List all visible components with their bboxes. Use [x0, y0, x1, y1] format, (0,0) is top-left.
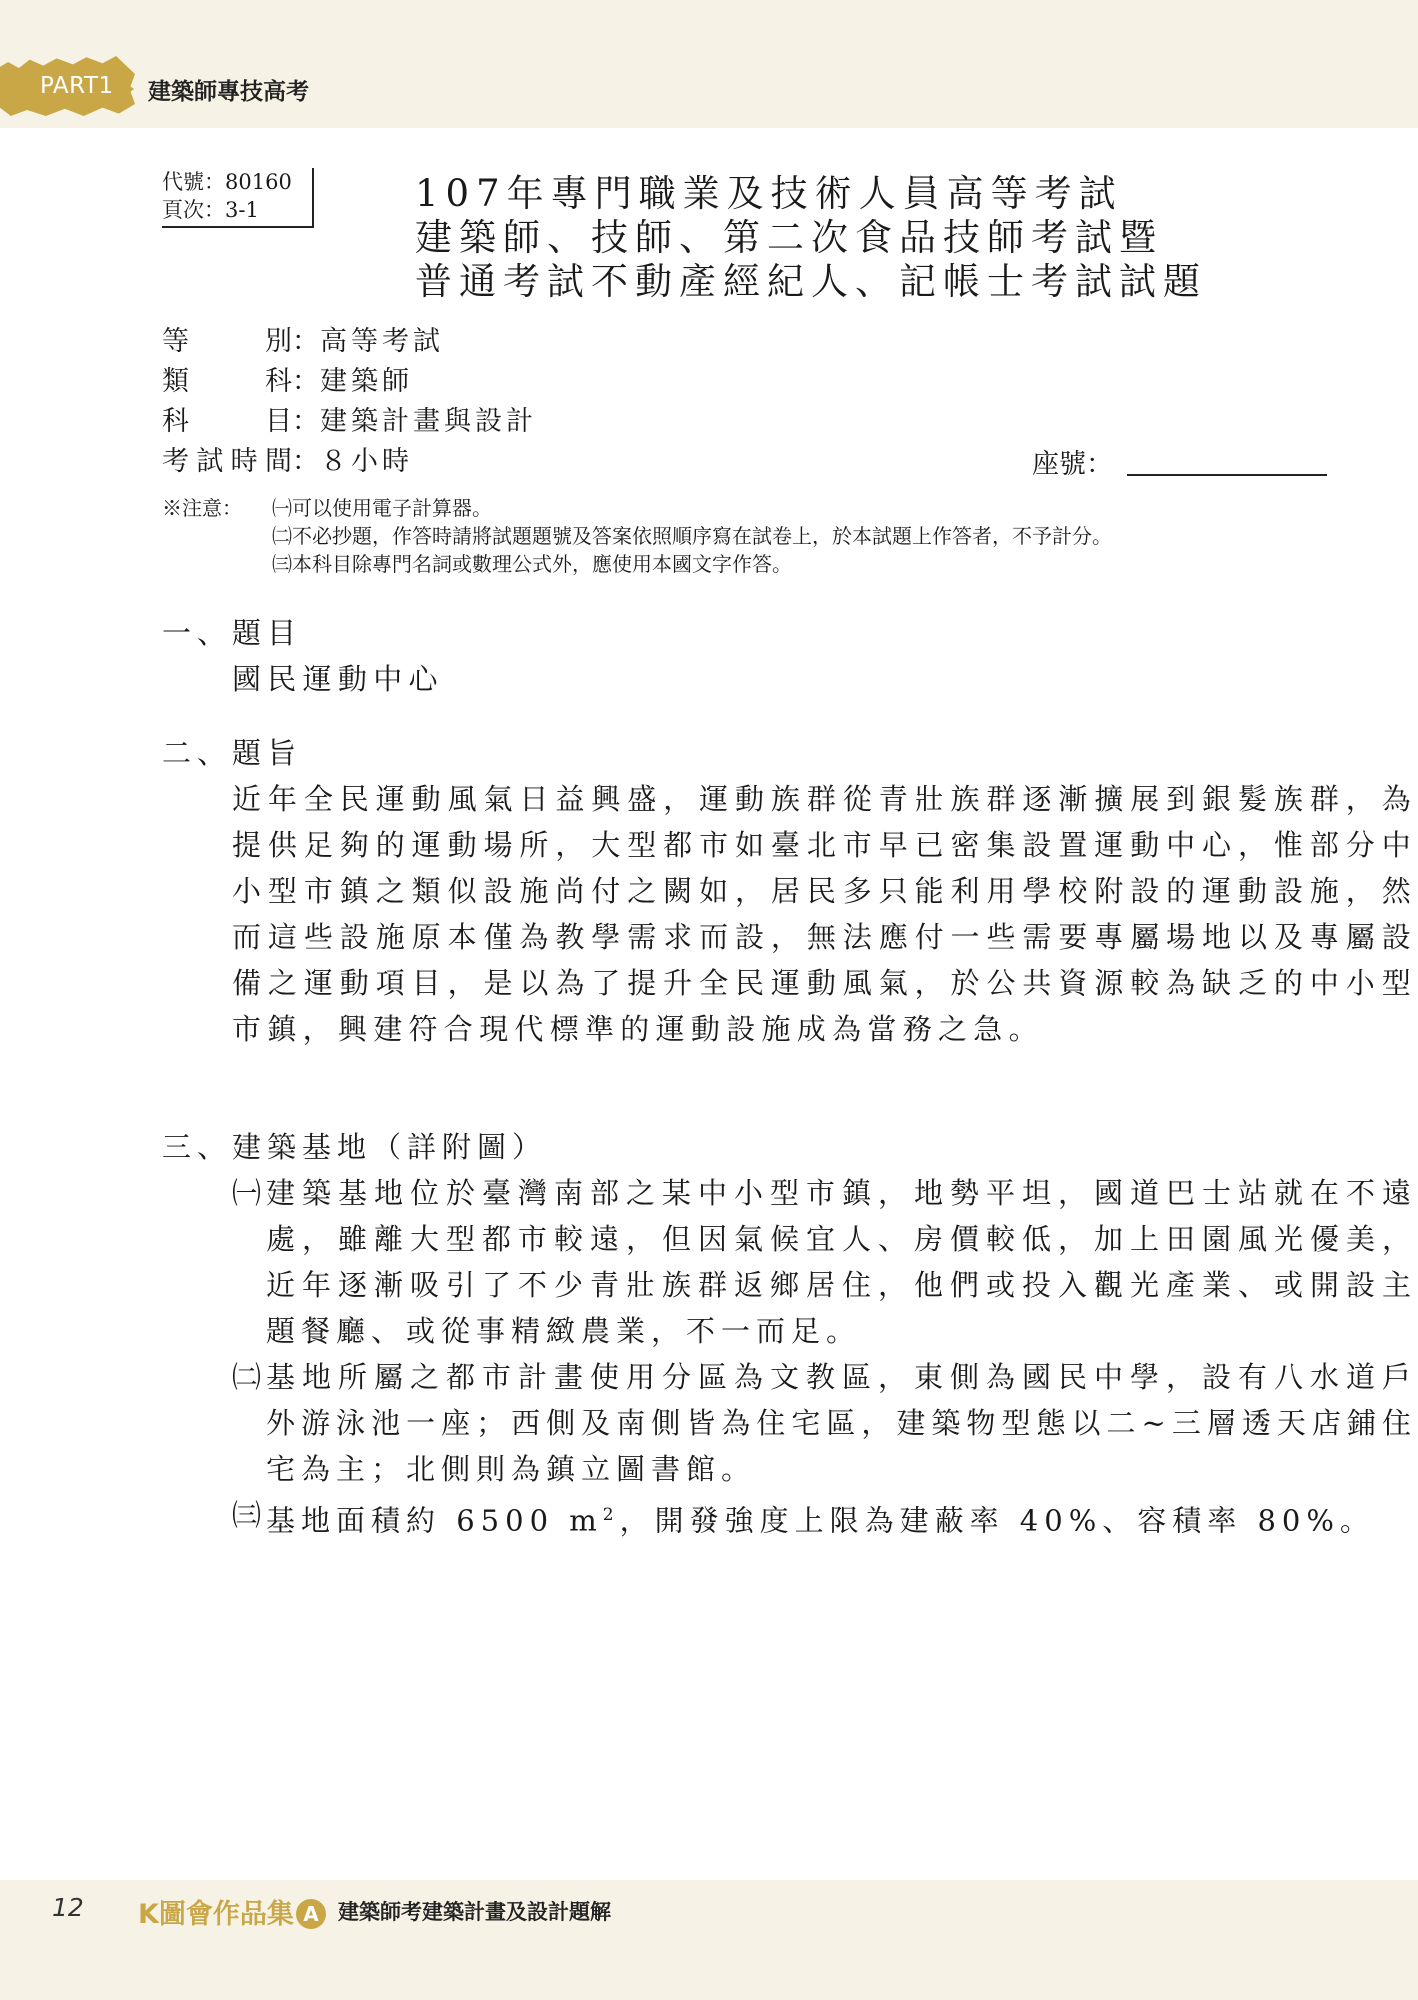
info-key: 類科: [162, 366, 292, 397]
info-row-grade: 等別：高等考試: [162, 322, 537, 362]
item-mark: ㈡: [232, 1360, 262, 1394]
notes: [162, 494, 1112, 578]
area-unit-superscript: 2: [602, 1505, 620, 1525]
footer-book-title: 建築師考建築計畫及設計題解: [338, 1900, 611, 1924]
brand-badge-icon: A: [296, 1899, 326, 1929]
site-item: [232, 1354, 1417, 1492]
site-item: [232, 1170, 1417, 1354]
item-text-part: ，開發強度上限為建蔽率 40%、容積率 80%。: [619, 1503, 1375, 1538]
exam-info: [162, 322, 537, 482]
section-purpose: [162, 730, 1417, 1052]
info-key: 考試時間: [162, 446, 292, 477]
info-value: ８小時: [320, 446, 413, 477]
info-value: 建築計畫與設計: [320, 406, 537, 437]
info-key: 等別: [162, 326, 292, 357]
section-body: 國民運動中心: [232, 662, 444, 696]
info-value: 建築師: [320, 366, 413, 397]
section-body: 近年全民運動風氣日益興盛，運動族群從青壯族群逐漸擴展到銀髮族群，為提供足夠的運動場所，大型都市如臺北市早已密集設置運動中心，惟部分中小型市鎮之類似設施尚付之闕如，居民多只能利用學校附設的運動設施，然而這些設施原本僅為教學需求而設，無法應付一些需要專屬場地以及專屬設備之運動項目，是以為了提升全民運動風氣，於公共資源較為缺乏的中小型市鎮，興建符合現代標準的運動設施成為當務之急。: [232, 782, 1417, 1046]
exam-code: 代號：80160: [162, 170, 292, 194]
section-site: [162, 1124, 1417, 1544]
note-item: ㈢本科目除專門名詞或數理公式外，應使用本國文字作答。: [272, 552, 792, 576]
note-item: ㈡不必抄題，作答時請將試題題號及答案依照順序寫在試卷上，於本試題上作答者，不予計分。: [272, 524, 1112, 548]
item-text: 基地所屬之都市計畫使用分區為文教區，東側為國民中學，設有八水道戶外游泳池一座；西側及南側皆為住宅區，建築物型態以二~三層透天店鋪住宅為主；北側則為鎮立圖書館。: [266, 1360, 1417, 1486]
info-key: 科目: [162, 406, 292, 437]
exam-page: 頁次：3-1: [162, 198, 259, 222]
section-heading: 一、題目: [162, 616, 303, 650]
note-head: ※注意：: [162, 496, 242, 520]
info-row-category: 類科：建築師: [162, 362, 537, 402]
exam-title-line: 普通考試不動產經紀人、記帳士考試試題: [415, 260, 1207, 303]
section-heading: 二、題旨: [162, 736, 303, 770]
info-row-duration: 考試時間：８小時: [162, 442, 537, 482]
item-text: [266, 1492, 1417, 1544]
section-heading: 三、建築基地（詳附圖）: [162, 1130, 548, 1164]
part-subtitle: 建築師專技高考: [148, 79, 309, 105]
note-row: [162, 550, 1112, 578]
exam-code-box: [162, 168, 314, 228]
item-text: 建築基地位於臺灣南部之某中小型市鎮，地勢平坦，國道巴士站就在不遠處，雖離大型都市較遠，但因氣候宜人、房價較低，加上田園風光優美，近年逐漸吸引了不少青壯族群返鄉居住，他們或投入觀光產業、或開設主題餐廳、或從事精緻農業，不一而足。: [266, 1176, 1417, 1348]
section-topic: [162, 610, 1418, 702]
page-number: 12: [52, 1893, 84, 1922]
info-value: 高等考試: [320, 326, 444, 357]
site-item: [232, 1492, 1417, 1544]
item-mark: ㈢: [232, 1498, 262, 1532]
exam-title-line: 建築師、技師、第二次食品技師考試暨: [415, 216, 1163, 259]
exam-title: [415, 172, 1207, 304]
item-mark: ㈠: [232, 1176, 262, 1210]
part-arrow-icon: [122, 80, 134, 98]
section-body: [232, 1170, 1417, 1544]
note-row: [162, 494, 1112, 522]
exam-title-line: 107年專門職業及技術人員高等考試: [415, 172, 1123, 215]
brand-name: K圖會作品集: [138, 1899, 294, 1930]
header-band: [0, 0, 1418, 128]
brand-logo: [138, 1892, 326, 1931]
seat-number-line: [1127, 474, 1327, 476]
seat-label: 座號：: [1032, 449, 1113, 480]
part-label: PART1: [40, 73, 114, 99]
note-item: ㈠可以使用電子計算器。: [272, 496, 492, 520]
item-text-part: 基地面積約 6500 m: [266, 1503, 603, 1538]
note-row: [162, 522, 1112, 550]
info-row-subject: 科目：建築計畫與設計: [162, 402, 537, 442]
